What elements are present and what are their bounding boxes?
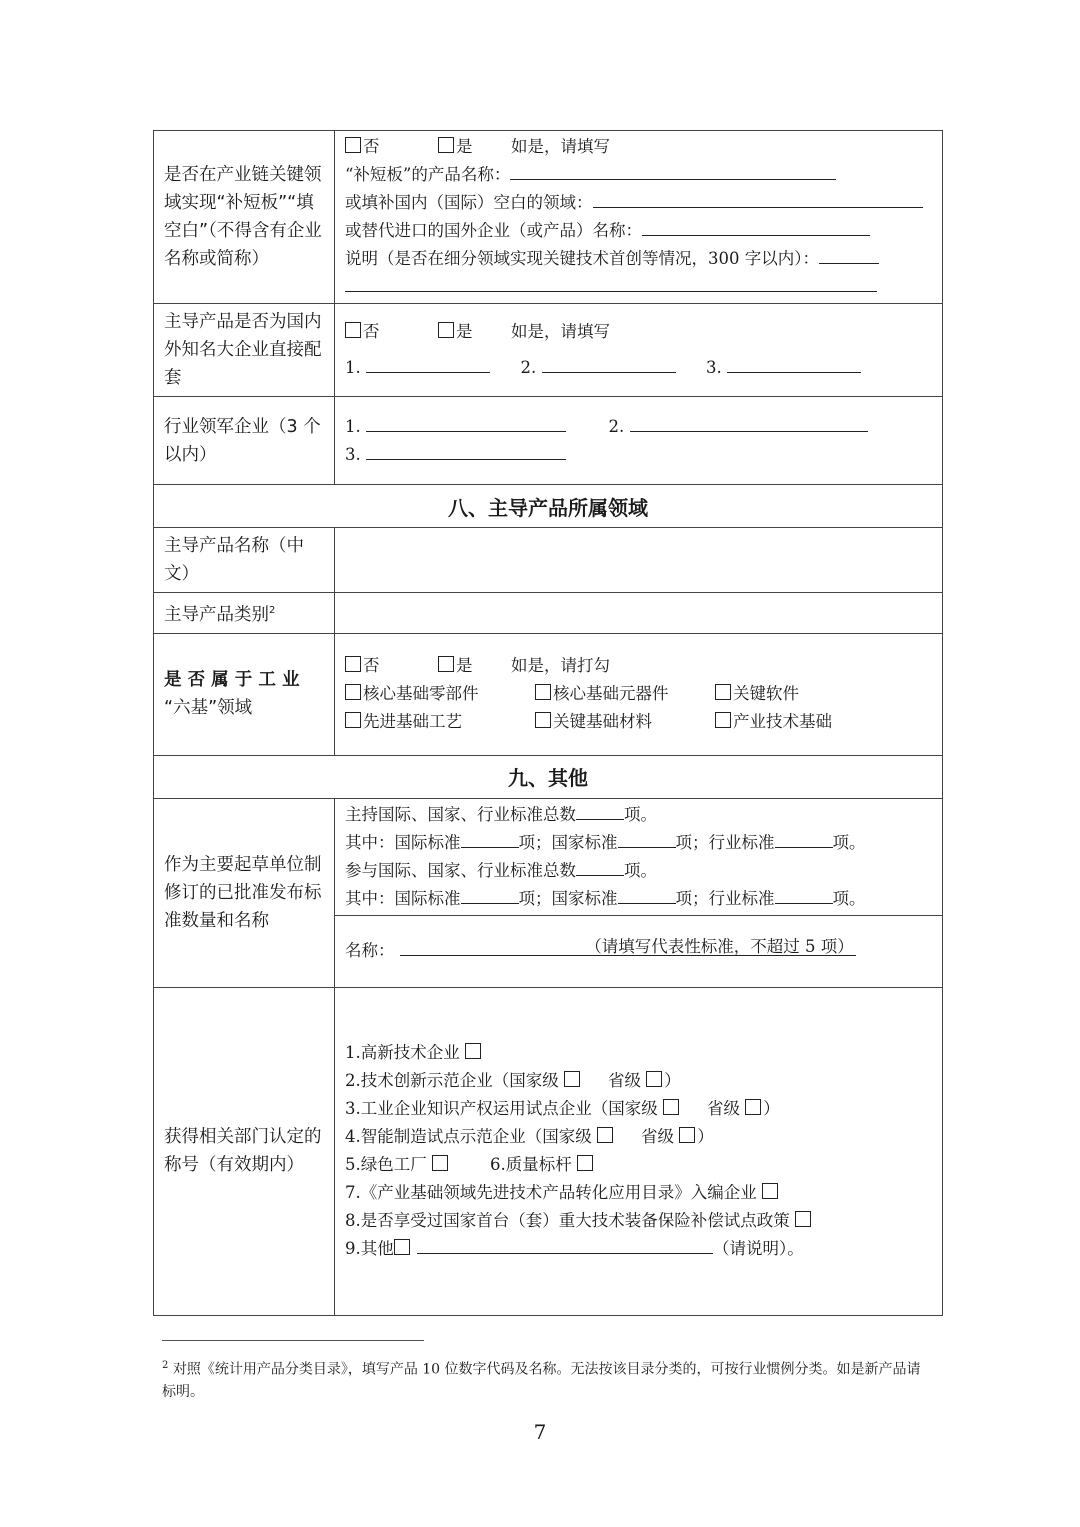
standard-name-blank[interactable]: [400, 937, 856, 956]
industry-leader-cell: [335, 397, 943, 485]
product-category-label: [154, 593, 335, 634]
paren-close: ）: [664, 1071, 681, 1091]
six-basics-cell: [335, 633, 943, 755]
honor-6-checkbox[interactable]: [577, 1155, 593, 1171]
option-checkbox[interactable]: [535, 684, 551, 700]
honor-4-national-checkbox[interactable]: [597, 1127, 613, 1143]
honors-cell: [335, 987, 943, 1315]
intl-blank[interactable]: [461, 829, 519, 848]
standards-counts-cell: [335, 798, 943, 915]
honor-7-label: 7.《产业基础领域先进技术产品转化应用目录》入编企业: [345, 1183, 757, 1203]
industry-label: 项；行业标准: [675, 832, 775, 852]
option-label: 关键软件: [733, 684, 799, 704]
paren-close: ）: [697, 1127, 714, 1147]
yes-label: 是: [456, 137, 473, 156]
leader-3-blank[interactable]: [366, 441, 566, 460]
import-substitute-blank[interactable]: [642, 217, 870, 236]
product-category-text: 主导产品类别: [164, 604, 269, 625]
unit-text: 项。: [832, 832, 866, 852]
provincial-label: 省级: [608, 1071, 641, 1091]
description-blank[interactable]: [819, 245, 879, 264]
honor-2-national-checkbox[interactable]: [564, 1071, 580, 1087]
industry-blank[interactable]: [775, 885, 833, 904]
participate-total-label: 参与国际、国家、行业标准总数: [345, 860, 576, 880]
page-number: 7: [533, 1420, 547, 1444]
no-label: 否: [363, 656, 380, 676]
standards-label: 作为主要起草单位制修订的已批准发布标准数量和名称: [154, 798, 335, 987]
option-label: 产业技术基础: [733, 712, 832, 732]
standards-name-cell: [335, 915, 943, 987]
footnote-text: 对照《统计用产品分类目录》，填写产品 10 位数字代码及名称。无法按该目录分类的，可按行业惯例分类。如是新产品请标明。: [162, 1361, 921, 1400]
import-substitute-label: 或替代进口的国外企业（或产品）名称：: [345, 221, 642, 240]
supply-chain-cell: [335, 131, 943, 304]
honor-5-checkbox[interactable]: [432, 1155, 448, 1171]
product-name-cn-field[interactable]: [335, 528, 943, 593]
honor-4-provincial-checkbox[interactable]: [679, 1127, 695, 1143]
provincial-label: 省级: [707, 1099, 740, 1119]
if-yes-text: 如是，请打勾: [511, 656, 610, 676]
no-checkbox[interactable]: [345, 322, 361, 338]
section-9-heading: 九、其他: [154, 755, 943, 798]
leader-3-label: 3.: [345, 444, 361, 464]
option-checkbox[interactable]: [345, 712, 361, 728]
national-label: 项；国家标准: [518, 888, 618, 908]
yes-checkbox[interactable]: [438, 656, 454, 672]
product-name-cn-label: 主导产品名称（中文）: [154, 528, 335, 593]
honor-5-label: 5.绿色工厂: [345, 1155, 427, 1175]
six-basics-label: [154, 633, 335, 755]
no-checkbox[interactable]: [345, 137, 361, 153]
honor-2-provincial-checkbox[interactable]: [646, 1071, 662, 1087]
unit-text: 项。: [832, 888, 866, 908]
supplier-cell: [335, 304, 943, 397]
yes-checkbox[interactable]: [438, 137, 454, 153]
gap-field-blank[interactable]: [593, 189, 923, 208]
paren-close: ）: [763, 1099, 780, 1119]
product-name-blank[interactable]: [510, 161, 836, 180]
standard-name-label: 名称：: [345, 941, 395, 961]
honor-8-label: 8.是否享受过国家首台（套）重大技术装备保险补偿试点政策: [345, 1211, 790, 1231]
honor-7-checkbox[interactable]: [762, 1183, 778, 1199]
national-blank[interactable]: [618, 885, 676, 904]
leader-2-blank[interactable]: [630, 413, 868, 432]
footnote-divider: [162, 1340, 424, 1341]
yes-checkbox[interactable]: [438, 322, 454, 338]
description-blank-2[interactable]: [345, 273, 877, 292]
no-label: 否: [363, 137, 380, 156]
description-label: 说明（是否在细分领域实现关键技术首创等情况，300 字以内）：: [345, 249, 819, 268]
honor-9-checkbox[interactable]: [394, 1239, 410, 1255]
leader-1-label: 1.: [345, 416, 361, 436]
industry-blank[interactable]: [775, 829, 833, 848]
honor-9-blank[interactable]: [417, 1235, 713, 1254]
gap-field-label: 或填补国内（国际）空白的领域：: [345, 193, 593, 212]
leader-2-label: 2.: [608, 416, 625, 436]
honor-1-checkbox[interactable]: [465, 1043, 481, 1059]
supply-chain-label: 是否在产业链关键领域实现“补短板”“填空白”（不得含有企业名称或简称）: [154, 131, 335, 304]
item-2-label: 2.: [520, 358, 537, 377]
honor-3-provincial-checkbox[interactable]: [745, 1099, 761, 1115]
industry-leader-label: 行业领军企业（3 个以内）: [154, 397, 335, 485]
supplier-label: 主导产品是否为国内外知名大企业直接配套: [154, 304, 335, 397]
participate-total-blank[interactable]: [576, 857, 624, 876]
honor-4-label: 4.智能制造试点示范企业（国家级: [345, 1127, 592, 1147]
option-checkbox[interactable]: [715, 712, 731, 728]
no-label: 否: [363, 322, 380, 341]
provincial-label: 省级: [641, 1127, 674, 1147]
footnote-number: 2: [162, 1360, 169, 1371]
honor-1-label: 1.高新技术企业: [345, 1043, 460, 1063]
national-blank[interactable]: [618, 829, 676, 848]
leader-1-blank[interactable]: [366, 413, 566, 432]
footnote-ref: 2: [269, 605, 276, 616]
intl-label: 其中：国际标准: [345, 888, 461, 908]
option-label: 核心基础元器件: [553, 684, 669, 704]
six-basics-label-line-2: “六基”领域: [164, 698, 253, 719]
lead-total-blank[interactable]: [576, 801, 624, 820]
honor-9-note: （请说明）。: [713, 1239, 804, 1259]
intl-label: 其中：国际标准: [345, 832, 461, 852]
standard-name-hint: （请填写代表性标准，不超过 5 项）: [585, 937, 854, 957]
item-1-label: 1.: [345, 358, 361, 377]
item-3-label: 3.: [706, 358, 722, 377]
option-label: 核心基础零部件: [363, 684, 479, 704]
unit-text: 项。: [624, 860, 657, 880]
unit-text: 项。: [624, 804, 657, 824]
honor-6-label: 6.质量标杆: [490, 1155, 572, 1175]
application-form-table: [153, 130, 943, 1316]
no-checkbox[interactable]: [345, 656, 361, 672]
yes-label: 是: [456, 656, 473, 676]
honor-3-label: 3.工业企业知识产权运用试点企业（国家级: [345, 1099, 658, 1119]
option-checkbox[interactable]: [535, 712, 551, 728]
product-category-field[interactable]: [335, 593, 943, 634]
item-2-blank[interactable]: [542, 354, 676, 373]
six-basics-label-line-1: 是 否 属 于 工 业: [164, 670, 300, 691]
national-label: 项；国家标准: [518, 832, 618, 852]
honor-3-national-checkbox[interactable]: [663, 1099, 679, 1115]
industry-label: 项；行业标准: [675, 888, 775, 908]
intl-blank[interactable]: [461, 885, 519, 904]
honors-label: 获得相关部门认定的称号（有效期内）: [154, 987, 335, 1315]
if-yes-text: 如是，请填写: [511, 137, 610, 156]
product-name-label: “补短板”的产品名称：: [345, 165, 511, 184]
section-8-heading: 八、主导产品所属领域: [154, 485, 943, 528]
option-checkbox[interactable]: [715, 684, 731, 700]
option-label: 先进基础工艺: [363, 712, 462, 732]
option-checkbox[interactable]: [345, 684, 361, 700]
honor-2-label: 2.技术创新示范企业（国家级: [345, 1071, 559, 1091]
item-1-blank[interactable]: [366, 354, 490, 373]
item-3-blank[interactable]: [727, 354, 861, 373]
if-yes-text: 如是，请填写: [511, 322, 610, 341]
footnote: [162, 1355, 932, 1403]
lead-total-label: 主持国际、国家、行业标准总数: [345, 804, 576, 824]
honor-9-label: 9.其他: [345, 1239, 394, 1259]
option-label: 关键基础材料: [553, 712, 652, 732]
yes-label: 是: [456, 322, 473, 341]
honor-8-checkbox[interactable]: [795, 1211, 811, 1227]
